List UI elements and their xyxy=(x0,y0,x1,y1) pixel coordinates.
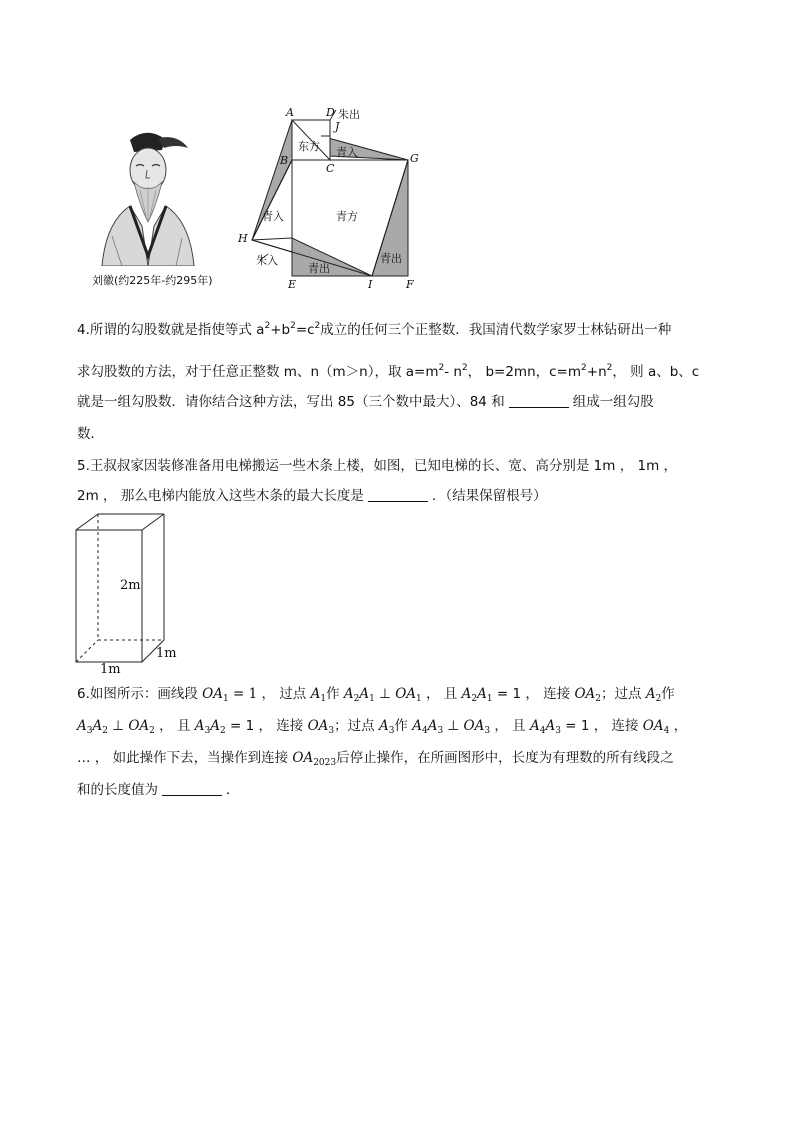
q4-line-1: 4.所谓的勾股数就是指使等式 $a^2+b^2=c^2$成立的任何三个正整数．我国清代数学家罗士林钻研出一种 xyxy=(77,321,672,338)
label-a: A xyxy=(286,106,294,119)
qingzhu-diagram xyxy=(232,104,422,294)
cuboid-depth-label: 1m xyxy=(156,646,177,661)
cuboid-width-label: 1m xyxy=(100,662,121,677)
label-e: E xyxy=(288,278,297,291)
q6-answer-blank[interactable] xyxy=(162,783,222,796)
region-qing-ru-top: 青入 xyxy=(336,146,358,159)
label-c: C xyxy=(326,162,335,175)
q5-answer-blank[interactable] xyxy=(368,489,428,502)
label-b: B xyxy=(280,154,289,167)
elevator-cuboid-diagram xyxy=(70,508,190,678)
q6-line-4: 和的长度值为 ． xyxy=(77,782,240,798)
q5-line-1: 5.王叔叔家因装修准备用电梯搬运一些木条上楼，如图，已知电梯的长、宽、高分别是 1m ， 1m ， xyxy=(77,458,678,474)
q4-line-2: 求勾股数的方法，对于任意正整数 m、n（m＞n），取 $a=m^2-$ $n^2$， b=2mn，$c=m^2+n^2$， 则 a、b、c xyxy=(77,363,700,380)
region-qing-fang: 青方 xyxy=(336,210,358,223)
q4-line-4: 数． xyxy=(77,426,104,442)
q6-line-2: $A_3A_2$ ⊥ $OA_2$ ， 且 $A_3A_2 = 1$ ， 连接 $OA_3$；过点 $A_3$作 $A_4A_3$ ⊥ $OA_3$ ， 且 $A_4A_3 = 1$ ， 连接 $OA_4$ ， xyxy=(77,718,688,736)
region-qing-ru-left: 青入 xyxy=(262,210,284,223)
region-qing-chu-bottom: 青出 xyxy=(308,262,330,275)
portrait-caption: 刘徽(约225年-约295年) xyxy=(92,274,213,287)
cuboid-height-label: 2m xyxy=(120,578,141,593)
label-i: I xyxy=(368,278,373,291)
portrait-image xyxy=(92,126,204,266)
label-zhu-chu: 朱出 xyxy=(338,108,360,121)
region-qing-chu-right: 青出 xyxy=(380,252,402,265)
region-zhu-ru: 朱入 xyxy=(256,254,278,267)
label-h: H xyxy=(238,232,248,245)
label-g: G xyxy=(410,152,419,165)
liu-hui-portrait-icon xyxy=(92,126,204,266)
q4-line-3: 就是一组勾股数．请你结合这种方法，写出 85（三个数中最大）、84 和 组成一组勾股 xyxy=(77,394,654,410)
label-j: J xyxy=(335,120,340,133)
region-dong-fang: 东方 xyxy=(298,140,320,153)
q6-line-3: … ， 如此操作下去，当操作到连接 $OA_{2023}$后停止操作，在所画图形中，长度为有理数的所有线段之 xyxy=(77,750,674,768)
q4-answer-blank[interactable] xyxy=(509,395,569,408)
q5-line-2: 2m ， 那么电梯内能放入这些木条的最大长度是 ．（结果保留根号） xyxy=(77,488,547,504)
label-d: D xyxy=(326,106,335,119)
label-f: F xyxy=(406,278,414,291)
q6-line-1: 6.如图所示：画线段 $OA_1 = 1$ ， 过点 $A_1$作 $A_2A_1$ ⊥ $OA_1$ ， 且 $A_2A_1 = 1$ ， 连接 $OA_2$；过点 $A_2$作 xyxy=(77,686,675,704)
